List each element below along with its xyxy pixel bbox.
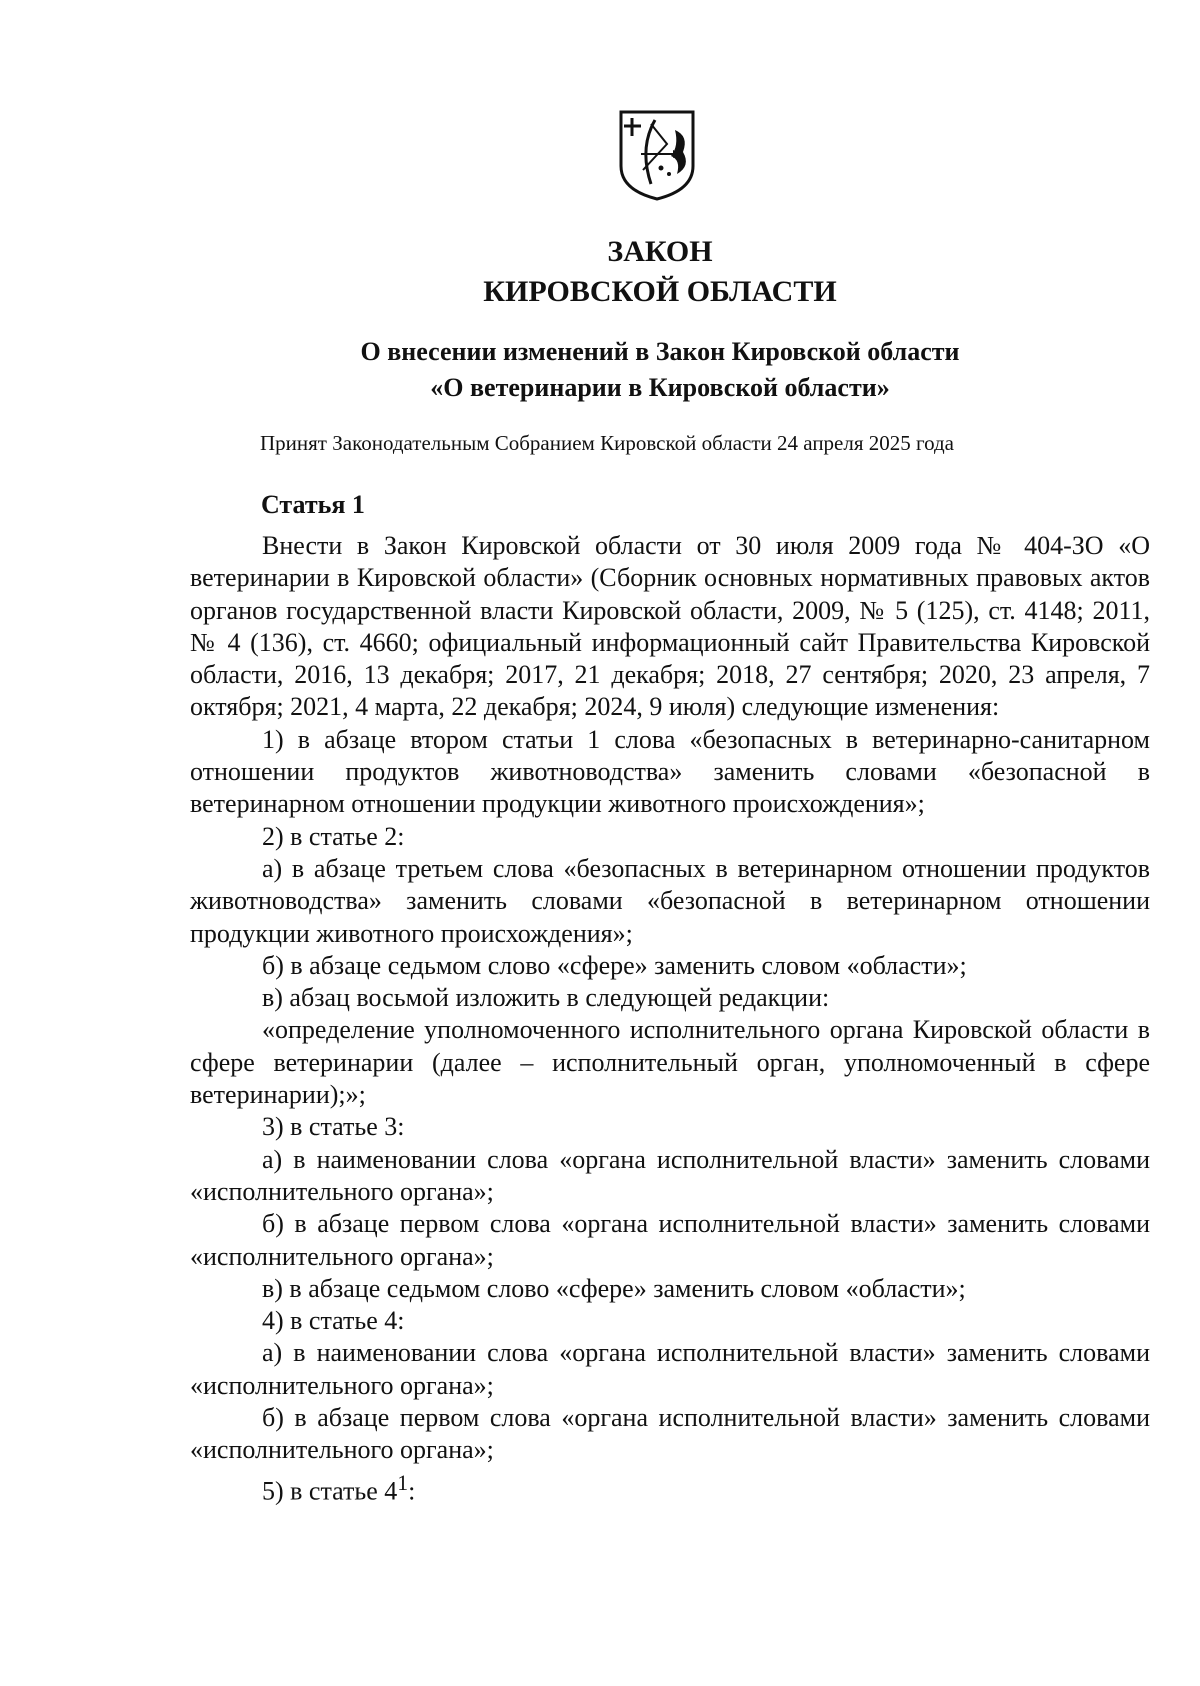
paragraph: в) в абзаце седьмом слово «сфере» заменить словом «области»; — [262, 1273, 966, 1303]
subtitle-line-2: «О ветеринарии в Кировской области» — [430, 373, 890, 402]
article-heading: Статья 1 — [261, 490, 365, 519]
last-list-item — [190, 1467, 1150, 1508]
paragraph: 1) в абзаце втором статьи 1 слова «безопасных в ветеринарно-санитарном отношении продуктов животноводства» заменить словами «безопасной в ветеринарном отношении продукции животного происхождения»; — [190, 724, 1150, 819]
title-line-1: ЗАКОН — [607, 235, 713, 268]
paragraph: а) в наименовании слова «органа исполнительной власти» заменить словами «исполнительного органа»; — [190, 1338, 1150, 1400]
paragraph: б) в абзаце первом слова «органа исполнительной власти» заменить словами «исполнительного органа»; — [190, 1403, 1150, 1465]
article-number-superscript: 1 — [397, 1470, 409, 1495]
article-body — [190, 530, 1150, 1508]
paragraph: в) абзац восьмой изложить в следующей редакции: — [262, 983, 830, 1013]
paragraph: «определение уполномоченного исполнительного органа Кировской области в сфере ветеринарии (далее – исполнительный орган, уполномоченный в сфере ветеринарии);»; — [190, 1015, 1150, 1110]
subtitle-line-1: О внесении изменений в Закон Кировской области — [360, 337, 960, 366]
paragraph: Внести в Закон Кировской области от 30 июля 2009 года № 404-ЗО «О ветеринарии в Кировской области» (Сборник основных нормативных правовых актов органов государственной власти Кировской области, 2009, № 5 (125), ст. 4148; 2011, № 4 (136), ст. 4660; официальный информационный сайт Правительства Кировской области, 2016, 13 декабря; 2017, 21 декабря; 2018, 27 сентября; 2020, 23 апреля, 7 октября; 2021, 4 марта, 22 декабря; 2024, 9 июля) следующие изменения: — [190, 531, 1150, 722]
kirov-coat-of-arms-icon — [617, 108, 697, 202]
paragraph: 3) в статье 3: — [262, 1112, 405, 1142]
adoption-note: Принят Законодательным Собранием Кировской области 24 апреля 2025 года — [260, 431, 955, 455]
title-line-2: КИРОВСКОЙ ОБЛАСТИ — [483, 275, 837, 308]
paragraph: а) в абзаце третьем слова «безопасных в ветеринарном отношении продуктов животноводства» заменить словами «безопасной в ветеринарном отношении продукции животного происхождения»; — [190, 853, 1150, 948]
paragraph: 2) в статье 2: — [262, 821, 405, 851]
paragraph: а) в наименовании слова «органа исполнительной власти» заменить словами «исполнительного органа»; — [190, 1144, 1150, 1206]
law-title — [0, 232, 1200, 312]
law-subtitle — [0, 334, 1200, 406]
last-item-text: 5) в статье 4 — [262, 1476, 398, 1506]
last-item-colon: : — [408, 1476, 416, 1506]
paragraph: 4) в статье 4: — [262, 1306, 405, 1336]
paragraph: б) в абзаце седьмом слово «сфере» заменить словом «области»; — [262, 950, 967, 980]
paragraph: б) в абзаце первом слова «органа исполнительной власти» заменить словами «исполнительного органа»; — [190, 1209, 1150, 1271]
